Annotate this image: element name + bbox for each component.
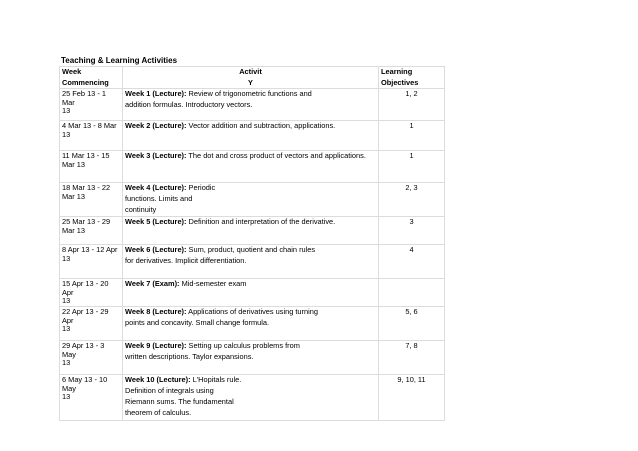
activity-week-label: Week 4 (Lecture): — [125, 183, 187, 193]
activity-cell — [123, 217, 379, 245]
learning-objectives-cell: 1 — [379, 151, 445, 183]
week-commencing-text: 13 — [62, 295, 71, 305]
activity-description: L'Hopitals rule. — [192, 375, 242, 385]
week-commencing-text: 25 Feb 13 - 1 Mar — [62, 89, 106, 107]
week-commencing-text: 13 — [62, 129, 71, 139]
activity-description: Mid-semester exam — [181, 279, 247, 289]
activity-line — [125, 194, 376, 205]
activity-description: functions. Limits and — [125, 194, 193, 204]
activity-line — [125, 100, 376, 111]
week-commencing-text: 18 Mar 13 - 22 — [62, 183, 111, 193]
activity-week-label: Week 10 (Lecture): — [125, 375, 191, 385]
week-commencing-cell — [60, 151, 123, 183]
activity-cell — [123, 151, 379, 183]
header-week-line-2: Commencing — [62, 77, 109, 87]
week-commencing-text: 8 Apr 13 - 12 Apr — [62, 245, 118, 255]
activity-line — [125, 256, 376, 267]
table-row — [60, 341, 445, 375]
table-row — [60, 245, 445, 279]
section-title: Teaching & Learning Activities — [61, 56, 178, 65]
learning-objectives-cell: 7, 8 — [379, 341, 445, 375]
activity-line — [125, 375, 376, 386]
header-week — [60, 67, 123, 89]
activity-week-label: Week 1 (Lecture): — [125, 89, 187, 99]
week-commencing-text: 29 Apr 13 - 3 May — [62, 341, 105, 359]
activity-line — [125, 341, 376, 352]
learning-objectives-cell: 5, 6 — [379, 307, 445, 341]
activity-week-label: Week 5 (Lecture): — [125, 217, 187, 227]
week-commencing-text: 13 — [62, 105, 71, 115]
activity-cell — [123, 245, 379, 279]
week-commencing-text: 13 — [62, 357, 71, 367]
activity-description: continuity — [125, 204, 157, 214]
activity-description: Sum, product, quotient and chain rules — [188, 245, 316, 255]
week-commencing-cell — [60, 89, 123, 121]
week-commencing-text: 11 Mar 13 - 15 — [62, 151, 110, 161]
activity-cell — [123, 121, 379, 151]
week-commencing-cell — [60, 341, 123, 375]
week-commencing-text: Mar 13 — [62, 225, 86, 235]
header-objectives-line-2: Objectives — [381, 77, 419, 87]
learning-objectives-cell: 3 — [379, 217, 445, 245]
header-activity-line-1: Activit — [239, 67, 262, 76]
header-activity — [123, 67, 379, 89]
header-activity-line-2: Y — [248, 77, 253, 87]
activity-week-label: Week 6 (Lecture): — [125, 245, 187, 255]
activity-description: Periodic — [188, 183, 216, 193]
table-header-row — [60, 67, 445, 89]
table-row — [60, 121, 445, 151]
activity-cell — [123, 307, 379, 341]
activity-description: written descriptions. Taylor expansions. — [125, 352, 254, 362]
activity-week-label: Week 2 (Lecture): — [125, 121, 187, 131]
activity-cell — [123, 183, 379, 217]
activity-description: Applications of derivatives using turning — [188, 307, 318, 317]
week-commencing-cell — [60, 375, 123, 421]
header-week-line-1: Week — [62, 67, 82, 76]
week-commencing-text: Mar 13 — [62, 159, 86, 169]
activity-line — [125, 151, 376, 162]
learning-objectives-cell — [379, 279, 445, 307]
table-row — [60, 279, 445, 307]
activity-cell — [123, 341, 379, 375]
week-commencing-cell — [60, 217, 123, 245]
week-commencing-text: 22 Apr 13 - 29 Apr — [62, 307, 109, 325]
activity-description: addition formulas. Introductory vectors. — [125, 100, 253, 110]
activity-line — [125, 307, 376, 318]
activity-line — [125, 183, 376, 194]
activity-line — [125, 245, 376, 256]
table-row — [60, 183, 445, 217]
activity-week-label: Week 9 (Lecture): — [125, 341, 187, 351]
activity-week-label: Week 7 (Exam): — [125, 279, 180, 289]
activity-line — [125, 408, 376, 419]
activities-table — [59, 66, 445, 421]
activity-line — [125, 89, 376, 100]
header-objectives-line-1: Learning — [381, 67, 413, 76]
week-commencing-cell — [60, 307, 123, 341]
learning-objectives-cell: 4 — [379, 245, 445, 279]
activity-line — [125, 397, 376, 408]
activity-description: Vector addition and subtraction, applications. — [188, 121, 336, 131]
week-commencing-cell — [60, 245, 123, 279]
activity-line — [125, 352, 376, 363]
activity-week-label: Week 3 (Lecture): — [125, 151, 187, 161]
learning-objectives-cell: 2, 3 — [379, 183, 445, 217]
table-row — [60, 89, 445, 121]
learning-objectives-cell: 1 — [379, 121, 445, 151]
activity-line — [125, 121, 376, 132]
activity-line — [125, 386, 376, 397]
activity-week-label: Week 8 (Lecture): — [125, 307, 187, 317]
activity-cell — [123, 89, 379, 121]
learning-objectives-cell: 9, 10, 11 — [379, 375, 445, 421]
activity-description: Review of trigonometric functions and — [188, 89, 312, 99]
week-commencing-text: 25 Mar 13 - 29 — [62, 217, 111, 227]
activity-description: Definition of integrals using — [125, 386, 214, 396]
week-commencing-text: 13 — [62, 323, 71, 333]
activity-description: Definition and interpretation of the derivative. — [188, 217, 336, 227]
header-objectives — [379, 67, 445, 89]
activity-cell — [123, 279, 379, 307]
table-row — [60, 151, 445, 183]
activity-cell — [123, 375, 379, 421]
activity-description: Riemann sums. The fundamental — [125, 396, 234, 406]
week-commencing-text: Mar 13 — [62, 191, 86, 201]
activity-line — [125, 217, 376, 228]
activity-line — [125, 279, 376, 290]
activity-line — [125, 205, 376, 216]
week-commencing-text: 13 — [62, 253, 71, 263]
activity-description: for derivatives. Implicit differentiation. — [125, 256, 247, 266]
week-commencing-text: 6 May 13 - 10 May — [62, 375, 108, 393]
activity-line — [125, 318, 376, 329]
week-commencing-cell — [60, 121, 123, 151]
learning-objectives-cell: 1, 2 — [379, 89, 445, 121]
week-commencing-cell — [60, 183, 123, 217]
activity-description: theorem of calculus. — [125, 407, 192, 417]
activity-description: Setting up calculus problems from — [188, 341, 300, 351]
activity-description: points and concavity. Small change formula. — [125, 318, 270, 328]
week-commencing-text: 13 — [62, 391, 71, 401]
activity-description: The dot and cross product of vectors and applications. — [188, 151, 366, 161]
table-row — [60, 375, 445, 421]
table-row — [60, 217, 445, 245]
week-commencing-text: 15 Apr 13 - 20 Apr — [62, 279, 109, 297]
week-commencing-text: 4 Mar 13 - 8 Mar — [62, 121, 117, 131]
table-row — [60, 307, 445, 341]
week-commencing-cell — [60, 279, 123, 307]
